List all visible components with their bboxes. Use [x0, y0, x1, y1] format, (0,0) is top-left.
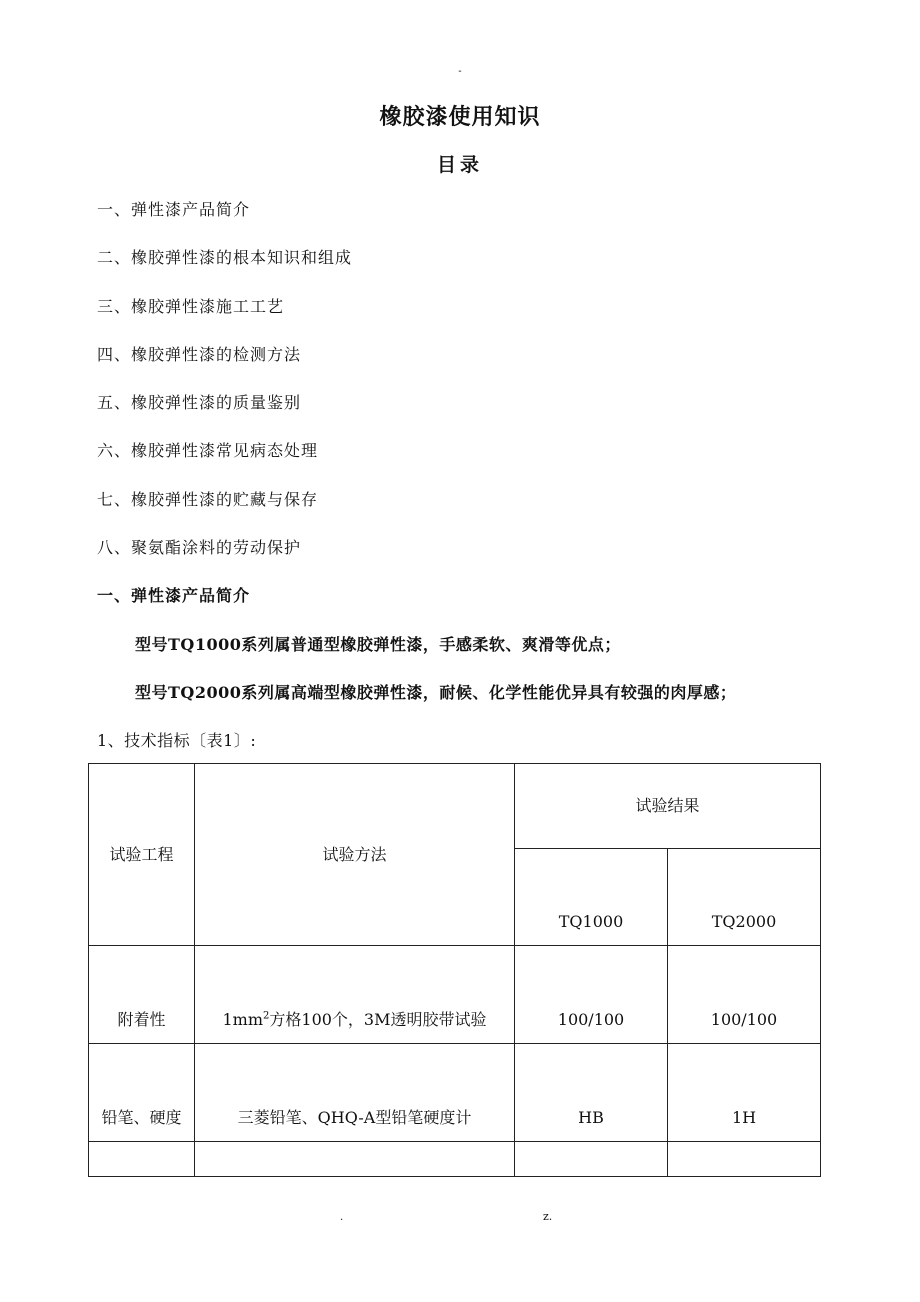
header-cell-tq1000: TQ1000 — [515, 849, 668, 946]
header-cell-tq2000: TQ2000 — [668, 849, 821, 946]
header-cell-result: 试验结果 — [515, 764, 821, 849]
method-prefix: 1mm — [222, 1010, 264, 1029]
toc-item: 二、橡胶弹性漆的根本知识和组成 — [97, 248, 353, 268]
toc-item: 六、橡胶弹性漆常见病态处理 — [97, 441, 319, 461]
spec-table — [88, 763, 821, 1177]
table-of-contents — [97, 198, 352, 584]
footer-left-mark: . — [340, 1212, 344, 1223]
toc-heading: 目录 — [436, 154, 483, 176]
table-row-empty — [89, 1142, 821, 1177]
cell-item: 铅笔、硬度 — [89, 1044, 195, 1142]
table-caption: 1、技术指标〔表1〕: — [97, 731, 257, 750]
cell-method: 三菱铅笔、QHQ-A型铅笔硬度计 — [195, 1044, 515, 1142]
table-row — [89, 946, 821, 1044]
cell-tq2000: 1H — [668, 1044, 821, 1142]
toc-item: 八、聚氨酯涂料的劳动保护 — [97, 538, 302, 558]
cell-empty — [195, 1142, 515, 1177]
document-title: 橡胶漆使用知识 — [379, 104, 541, 130]
header-cell-method: 试验方法 — [195, 764, 515, 946]
cell-method — [195, 946, 515, 1044]
table-header-row — [89, 764, 821, 849]
cell-tq1000: HB — [515, 1044, 668, 1142]
paragraph-tq1000: 型号TQ1000系列属普通型橡胶弹性漆，手感柔软、爽滑等优点； — [135, 635, 621, 654]
toc-item: 七、橡胶弹性漆的贮藏与保存 — [97, 489, 319, 509]
cell-tq2000: 100/100 — [668, 946, 821, 1044]
toc-item: 三、橡胶弹性漆施工工艺 — [97, 296, 285, 316]
table-row — [89, 1044, 821, 1142]
header-mark: - — [458, 66, 462, 77]
toc-item: 五、橡胶弹性漆的质量鉴别 — [97, 393, 302, 413]
section-heading: 一、弹性漆产品简介 — [97, 586, 251, 605]
cell-empty — [515, 1142, 668, 1177]
cell-empty — [668, 1142, 821, 1177]
method-suffix: 方格100个，3M透明胶带试验 — [269, 1010, 487, 1029]
footer-right-mark: z. — [543, 1210, 553, 1223]
cell-item: 附着性 — [89, 946, 195, 1044]
method-superscript: 2 — [263, 1010, 270, 1022]
cell-empty — [89, 1142, 195, 1177]
header-cell-item: 试验工程 — [89, 764, 195, 946]
paragraph-tq2000: 型号TQ2000系列属高端型橡胶弹性漆，耐候、化学性能优异具有较强的肉厚感； — [135, 683, 737, 702]
toc-item: 一、弹性漆产品简介 — [97, 200, 251, 219]
cell-tq1000: 100/100 — [515, 946, 668, 1044]
toc-item: 四、橡胶弹性漆的检测方法 — [97, 344, 302, 364]
